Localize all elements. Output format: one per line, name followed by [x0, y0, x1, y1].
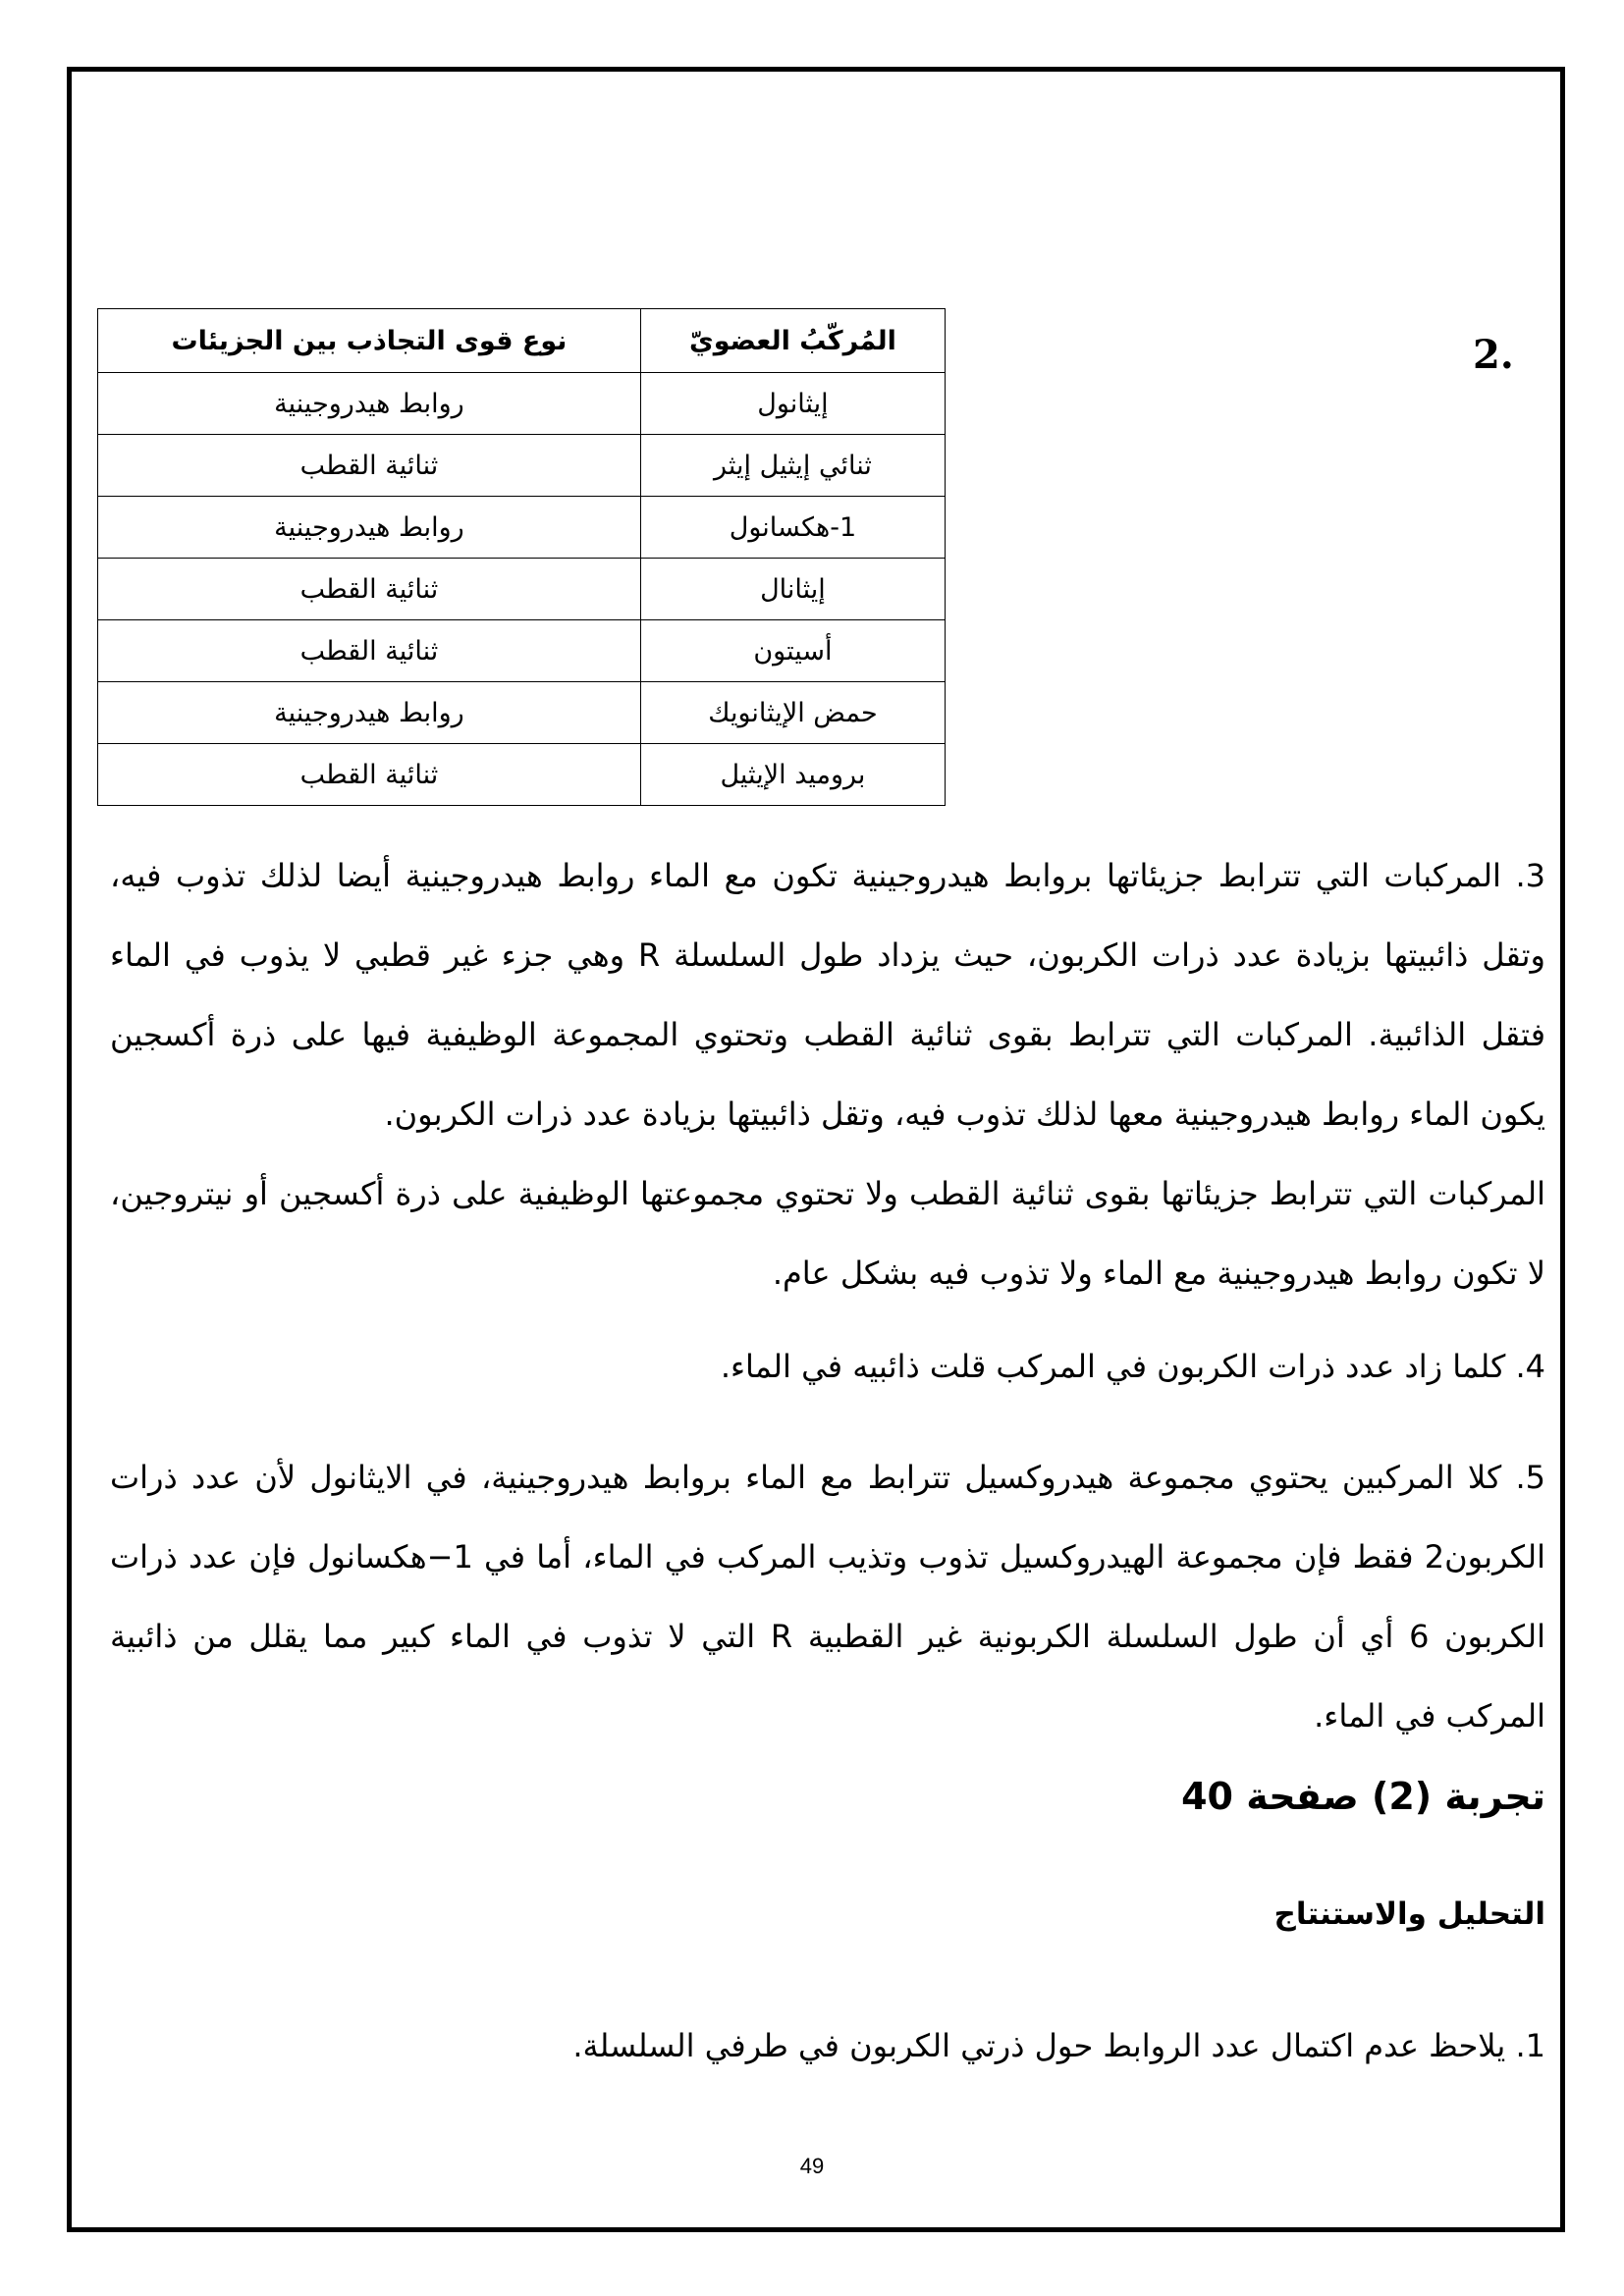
- force-cell: ثنائية القطب: [98, 620, 641, 682]
- force-cell: روابط هيدروجينية: [98, 682, 641, 744]
- paragraph-4: 4. كلما زاد عدد ذرات الكربون في المركب قلت ذائبيه في الماء.: [720, 1348, 1545, 1385]
- analysis-item-1: 1. يلاحظ عدم اكتمال عدد الروابط حول ذرتي الكربون في طرفي السلسلة.: [572, 2027, 1545, 2064]
- table-row: [98, 497, 946, 559]
- item-number: 2.: [1473, 332, 1514, 378]
- header-force-type: نوع قوى التجاذب بين الجزيئات: [98, 309, 641, 373]
- compound-cell: ثنائي إيثيل إيثر: [640, 435, 945, 497]
- table-row: [98, 682, 946, 744]
- table-header-row: [98, 309, 946, 373]
- paragraph-3: 3. المركبات التي تترابط جزيئاتها بروابط هيدروجينية تكون مع الماء روابط هيدروجينية أيضا لذلك تذوب فيه، وتقل ذائبيتها بزيادة عدد ذرات الكربون، حيث يزداد طول السلسلة R وهي جزء غير قطبي لا يذوب في الماء فتقل الذائبية. المركبات التي تترابط بقوى ثنائية القطب وتحتوي المجموعة الوظيفية فيها على ذرة أكسجين يكون الماء روابط هيدروجينية معها لذلك تذوب فيه، وتقل ذائبيتها بزيادة عدد ذرات الكربون.: [110, 857, 1546, 1133]
- paragraph-5: 5. كلا المركبين يحتوي مجموعة هيدروكسيل تترابط مع الماء بروابط هيدروجينية، في الايثانول لأن عدد ذرات الكربون2 فقط فإن مجموعة الهيدروكسيل تذوب وتذيب المركب في الماء، أما في 1−هكسانول فإن عدد ذرات الكربون 6 أي أن طول السلسلة الكربونية غير القطبية R التي لا تذوب في الماء كبير مما يقلل من ذائبية المركب في الماء.: [110, 1459, 1546, 1735]
- force-cell: ثنائية القطب: [98, 559, 641, 620]
- compound-cell: إيثانال: [640, 559, 945, 620]
- compound-cell: بروميد الإيثيل: [640, 744, 945, 806]
- table-row: [98, 744, 946, 806]
- force-cell: ثنائية القطب: [98, 435, 641, 497]
- compound-cell: حمض الإيثانويك: [640, 682, 945, 744]
- paragraph-3-continued: المركبات التي تترابط جزيئاتها بقوى ثنائية القطب ولا تحتوي مجموعتها الوظيفية على ذرة أكسجين أو نيتروجين، لا تكون روابط هيدروجينية مع الماء ولا تذوب فيه بشكل عام.: [110, 1175, 1545, 1292]
- compound-cell: إيثانول: [640, 373, 945, 435]
- header-compound: المُركّبُ العضويّ: [640, 309, 945, 373]
- table-row: [98, 559, 946, 620]
- force-cell: ثنائية القطب: [98, 744, 641, 806]
- compound-cell: 1-هكسانول: [640, 497, 945, 559]
- compound-cell: أسيتون: [640, 620, 945, 682]
- table-row: [98, 620, 946, 682]
- page-number: 49: [799, 2154, 825, 2178]
- force-cell: روابط هيدروجينية: [98, 373, 641, 435]
- table-row: [98, 373, 946, 435]
- force-cell: روابط هيدروجينية: [98, 497, 641, 559]
- section-title: تجربة (2) صفحة 40: [1181, 1775, 1545, 1818]
- compounds-table: [97, 308, 946, 806]
- table-row: [98, 435, 946, 497]
- section-subtitle: التحليل والاستنتاج: [1273, 1896, 1545, 1932]
